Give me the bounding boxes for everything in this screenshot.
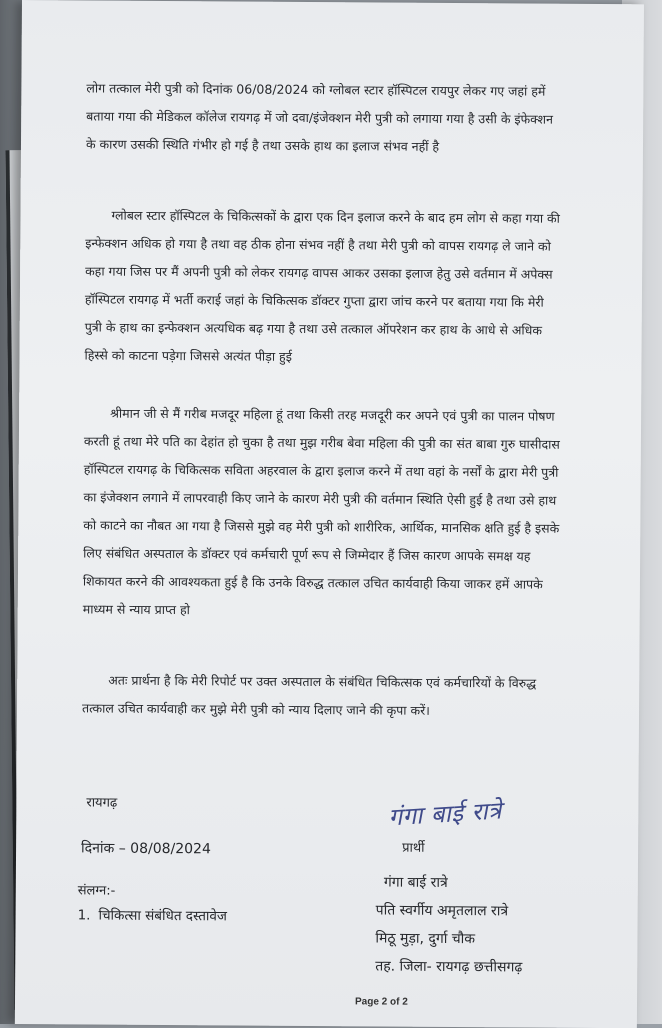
place: रायगढ़ xyxy=(86,792,117,810)
enclosure-label: संलग्न:- xyxy=(78,880,116,898)
paragraph-3-text: श्रीमान जी से मैं गरीब मजदूर महिला हूं तथा किसी तरह मजदूरी कर अपने एवं पुत्री का पालन पोषण करती हूं तथा मेरे पति का देहांत हो चुका है तथा मुझ गरीब बेवा महिला की पुत्री का संत बाबा गुरु घासीदास हॉस्पिटल रायगढ़ के चिकित्सक सविता अहरवाल के द्वारा इलाज करने में तथा वहां के नर्सों के द्वारा मेरी पुत्री का इंजेक्शन लगाने में लापरवाही किए जाने के कारण मेरी पुत्री की वर्तमान स्थिति ऐसी हुई है तथा उसे हाथ को काटने का नौबत आ गया है जिससे मुझे वह मेरी पुत्री को शारीरिक, आर्थिक, मानसिक क्षति हुई है इसके लिए संबंधित अस्पताल के डॉक्टर एवं कर्मचारी पूर्ण रूप से जिम्मेदार हैं जिस कारण आपके समक्ष यह शिकायत करने की आवश्यकता हुई है कि उनके विरुद्ध तत्काल उचित कार्यवाही किया जाकर हमें आपके माध्यम से न्याय प्राप्त हो xyxy=(83,406,560,618)
paragraph-4 xyxy=(82,666,562,725)
date: दिनांक – 08/08/2024 xyxy=(81,838,211,858)
address-line-1: पति स्वर्गीय अमृतलाल रात्रे xyxy=(376,900,509,920)
enclosure-item-text: चिकित्सा संबंधित दस्तावेज xyxy=(98,908,227,925)
paragraph-4-text: अतः प्रार्थना है कि मेरी रिपोर्ट पर उक्त अस्पताल के संबंधित चिकित्सक एवं कर्मचारियों के विरुद्ध तत्काल उचित कार्यवाही कर मुझे मेरी पुत्री को न्याय दिलाए जाने की कृपा करें। xyxy=(82,673,536,718)
paragraph-1: लोग तत्काल मेरी पुत्री को दिनांक 06/08/2024 को ग्लोबल स्टार हॉस्पिटल रायपुर लेकर गए जहां हमें बताया गया की मेडिकल कॉलेज रायगढ़ में जो दवा/इंजेक्शन मेरी पुत्री को लगाया गया है उसी के इंफेक्शन के कारण उसकी स्थिति गंभीर हो गई है तथा उसके हाथ का इलाज संभव नहीं है xyxy=(86,74,567,161)
enclosure-item xyxy=(78,905,227,924)
petitioner-label: प्रार्थी xyxy=(402,838,425,856)
handwritten-signature: गंगा बाई रात्रे xyxy=(387,793,502,833)
address-line-3: तह. जिला- रायगढ़ छत्तीसगढ़ xyxy=(375,956,522,976)
address-line-2: मिठू मुड़ा, दुर्गा चौक xyxy=(375,928,475,948)
paragraph-2-text: ग्लोबल स्टार हॉस्पिटल के चिकित्सकों के द्वारा एक दिन इलाज करने के बाद हम लोग से कहा गया की इन्फेक्शन अधिक हो गया है तथा वह ठीक होना संभव नहीं है तथा मेरी पुत्री को वापस रायगढ़ ले जाने को कहा गया जिस पर मैं अपनी पुत्री को लेकर रायगढ़ वापस आकर उसका इलाज हेतु उसे वर्तमान में अपेक्स हॉस्पिटल रायगढ़ में भर्ती कराई जहां के चिकित्सक डॉक्टर गुप्ता द्वारा जांच करने पर बताया गया कि मेरी पुत्री के हाथ का इन्फेक्शन अत्यधिक बढ़ गया है तथा उसे तत्काल ऑपरेशन कर हाथ के आधे से अधिक हिस्से को काटना पड़ेगा जिससे अत्यंत पीड़ा हुई xyxy=(84,208,560,364)
enclosure-number: 1. xyxy=(78,907,91,923)
document-page xyxy=(15,0,644,1028)
page-footer: Page 2 of 2 xyxy=(355,996,408,1007)
paragraph-3 xyxy=(83,399,565,626)
address-name: गंगा बाई रात्रे xyxy=(384,873,448,892)
paragraph-2 xyxy=(84,201,565,372)
